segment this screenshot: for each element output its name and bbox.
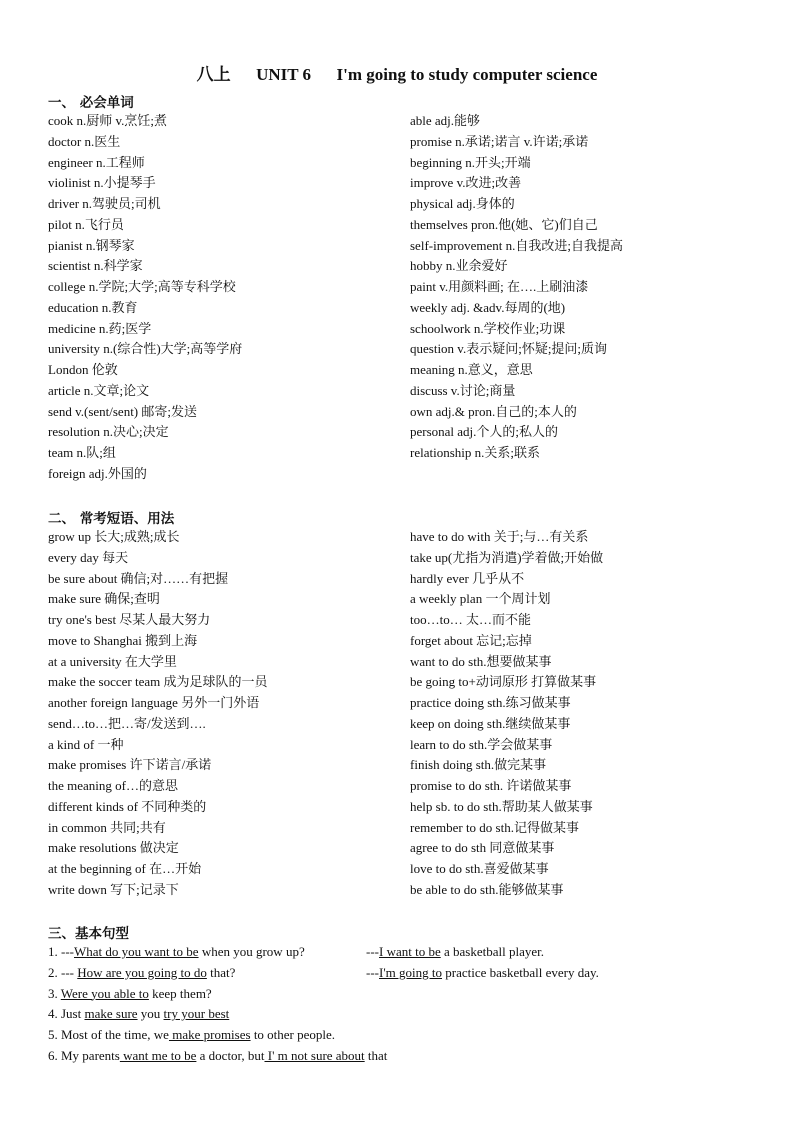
sentence-line	[48, 1046, 768, 1067]
phrases-left-column	[48, 527, 410, 901]
vocab-item: send v.(sent/sent) 邮寄;发送	[48, 403, 197, 419]
vocab-item: foreign adj.外国的	[48, 465, 147, 481]
phrase-item: hardly ever 几乎从不	[410, 570, 525, 586]
vocab-item: discuss v.讨论;商量	[410, 382, 516, 398]
sentence-question	[48, 1048, 387, 1063]
vocab-item: relationship n.关系;联系	[410, 445, 540, 460]
sentence-line	[48, 963, 768, 984]
phrase-item: keep on doing sth.继续做某事	[410, 715, 571, 731]
section-heading-phrases: 二、 常考短语、用法	[48, 511, 175, 527]
vocab-item: meaning n.意义，意思	[410, 362, 533, 377]
phrase-item: make the soccer team 成为足球队的一员	[48, 674, 268, 690]
vocab-item: doctor n.医生	[48, 133, 121, 149]
vocab-item: improve v.改进;改善	[410, 175, 522, 191]
phrase-item: a weekly plan 一个周计划	[410, 591, 551, 607]
key-phrase: make promises	[168, 1027, 251, 1042]
key-phrase: want me to be	[119, 1047, 197, 1063]
phrase-item: every day 每天	[48, 549, 129, 565]
phrase-item: another foreign language 另外一门外语	[48, 695, 260, 710]
section-heading-vocabulary: 一、 必会单词	[48, 95, 134, 111]
sentence-line	[48, 942, 768, 963]
phrase-item: agree to do sth 同意做某事	[410, 840, 555, 856]
phrase-item: a kind of 一种	[48, 736, 124, 752]
sentence-text: a doctor, but	[196, 1047, 265, 1063]
phrase-item: make resolutions 做决定	[48, 840, 179, 856]
sentence-text: when you grow up?	[198, 944, 305, 959]
vocab-item: personal adj.个人的;私人的	[410, 424, 559, 440]
vocab-item: driver n.驾驶员;司机	[48, 196, 161, 211]
sentence-text: a basketball player.	[440, 944, 544, 959]
vocab-item: cook n.厨师 v.烹饪;煮	[48, 113, 168, 128]
phrase-item: at the beginning of 在…开始	[48, 861, 202, 876]
phrases-right-column	[410, 527, 768, 901]
key-phrase: I' m not sure about	[264, 1047, 365, 1063]
sentence-text: 5. Most of the time, we	[48, 1027, 169, 1042]
phrase-item: promise to do sth. 许诺做某事	[410, 778, 572, 793]
vocab-item: beginning n.开头;开端	[410, 154, 531, 170]
vocab-item: scientist n.科学家	[48, 258, 143, 274]
key-phrase: What do you want to be	[74, 944, 199, 959]
vocab-item: university n.(综合性)大学;高等学府	[48, 341, 243, 357]
vocab-item: physical adj.身体的	[410, 196, 515, 211]
phrase-list	[48, 527, 768, 901]
phrase-item: finish doing sth.做完某事	[410, 757, 547, 773]
vocab-item: college n.学院;大学;高等专科学校	[48, 279, 236, 294]
phrase-item: make sure 确保;查明	[48, 591, 160, 607]
key-phrase: I want to be	[379, 944, 441, 959]
section-heading-sentences: 三、基本句型	[48, 926, 129, 942]
phrase-item: have to do with 关于;与…有关系	[410, 529, 589, 544]
page-title: 八上 UNIT 6 I'm going to study computer science	[196, 65, 598, 84]
sentence-text: ---	[366, 944, 379, 959]
key-phrase: make sure	[84, 1006, 138, 1022]
phrase-item: love to do sth.喜爱做某事	[410, 861, 549, 876]
vocab-item: violinist n.小提琴手	[48, 175, 156, 191]
phrase-item: grow up 长大;成熟;成长	[48, 529, 180, 544]
phrase-item: be able to do sth.能够做某事	[410, 881, 564, 897]
phrase-item: write down 写下;记录下	[48, 881, 179, 897]
sentence-text: you	[137, 1006, 164, 1022]
sentence-text: keep them?	[148, 985, 212, 1001]
vocab-item: schoolwork n.学校作业;功课	[410, 320, 566, 336]
vocab-item: London 伦敦	[48, 362, 118, 377]
sentence-text: to other people.	[250, 1027, 336, 1042]
vocab-item: resolution n.决心;决定	[48, 424, 169, 440]
vocab-item: weekly adj. &adv.每周的(地)	[410, 299, 566, 315]
phrase-item: be sure about 确信;对……有把握	[48, 570, 229, 586]
vocabulary-left-column	[48, 111, 410, 485]
phrase-item: at a university 在大学里	[48, 653, 177, 669]
vocab-item: article n.文章;论文	[48, 382, 150, 398]
sentence-text: 3.	[48, 985, 61, 1001]
sentence-answer	[366, 942, 544, 963]
sentence-question	[48, 965, 235, 980]
sentence-text: 4. Just	[48, 1006, 85, 1022]
vocab-item: pilot n.飞行员	[48, 216, 124, 232]
sentence-text: 1. ---	[48, 944, 74, 959]
vocab-item: promise n.承诺;诺言 v.许诺;承诺	[410, 133, 589, 149]
phrase-item: practice doing sth.练习做某事	[410, 695, 571, 710]
phrase-item: in common 共同;共有	[48, 819, 166, 835]
phrase-item: move to Shanghai 搬到上海	[48, 632, 198, 648]
sentence-answer	[366, 963, 599, 984]
phrase-item: help sb. to do sth.帮助某人做某事	[410, 798, 593, 814]
vocab-item: able adj.能够	[410, 113, 481, 128]
phrase-item: different kinds of 不同种类的	[48, 798, 207, 814]
sentence-text: 6. My parents	[48, 1047, 120, 1063]
vocabulary-right-column	[410, 111, 768, 485]
key-phrase: try your best	[163, 1006, 230, 1022]
key-phrase: Were you able to	[60, 985, 149, 1001]
phrase-item: make promises 许下诺言/承诺	[48, 757, 212, 773]
vocab-item: education n.教育	[48, 299, 138, 315]
vocab-item: own adj.& pron.自己的;本人的	[410, 403, 577, 419]
phrase-item: learn to do sth.学会做某事	[410, 736, 553, 752]
sentence-line	[48, 1004, 768, 1025]
phrase-item: send…to…把…寄/发送到….	[48, 715, 206, 731]
key-phrase: I'm going to	[379, 964, 443, 980]
sentence-text: 2. ---	[48, 964, 78, 980]
sentence-question	[48, 1027, 335, 1042]
vocab-item: question v.表示疑问;怀疑;提问;质询	[410, 341, 608, 357]
phrase-item: remember to do sth.记得做某事	[410, 819, 579, 835]
sentence-question	[48, 944, 305, 959]
vocab-item: hobby n.业余爱好	[410, 258, 508, 274]
sentence-question	[48, 1006, 229, 1021]
sentence-line	[48, 984, 768, 1005]
sentence-text: that	[364, 1047, 388, 1063]
vocab-item: themselves pron.他(她、它)们自己	[410, 216, 598, 232]
vocab-item: pianist n.钢琴家	[48, 237, 135, 253]
sentence-text: practice basketball every day.	[442, 964, 599, 980]
sentence-text: ---	[366, 964, 379, 980]
sentence-list	[48, 942, 768, 1067]
phrase-item: too…to… 太…而不能	[410, 612, 531, 627]
vocab-item: engineer n.工程师	[48, 154, 145, 170]
vocab-item: team n.队;组	[48, 445, 116, 460]
vocabulary-list	[48, 111, 768, 485]
key-phrase: How are you going to do	[77, 964, 207, 980]
sentence-question	[48, 986, 212, 1001]
vocab-item: paint v.用颜料画; 在….上刷油漆	[410, 279, 589, 294]
vocab-item: medicine n.药;医学	[48, 320, 152, 336]
phrase-item: forget about 忘记;忘掉	[410, 632, 532, 648]
phrase-item: want to do sth.想要做某事	[410, 653, 552, 669]
sentence-text: that?	[206, 964, 236, 980]
vocab-item: self-improvement n.自我改进;自我提高	[410, 237, 624, 253]
phrase-item: the meaning of…的意思	[48, 778, 178, 793]
phrase-item: take up(尤指为消遣)学着做;开始做	[410, 549, 604, 565]
phrase-item: be going to+动词原形 打算做某事	[410, 674, 597, 690]
phrase-item: try one's best 尽某人最大努力	[48, 612, 211, 627]
sentence-line	[48, 1025, 768, 1046]
